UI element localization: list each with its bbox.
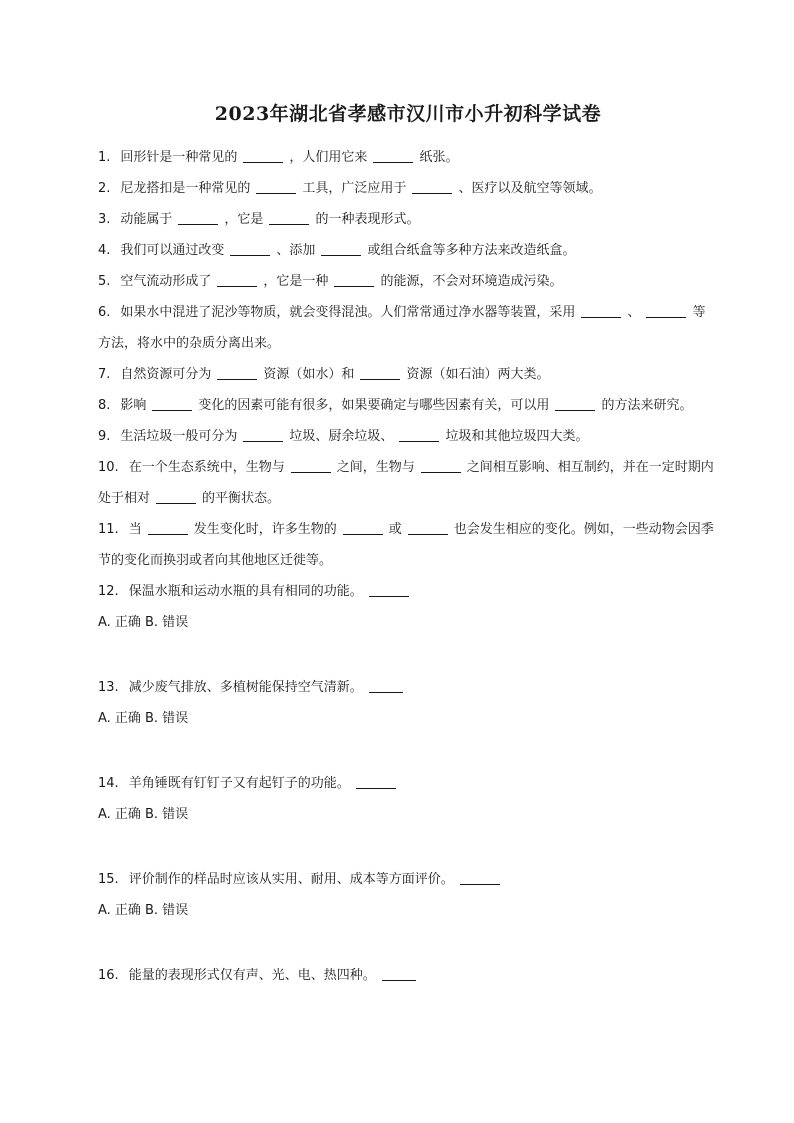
answer-options [98, 895, 718, 926]
question-12 [98, 576, 718, 607]
option-wrong[interactable]: B. 错误 [144, 615, 189, 630]
question-text: 当 [128, 522, 142, 537]
question-number: 5. [98, 274, 111, 289]
question-text: 资源（如石油）两大类。 [406, 367, 550, 382]
answer-blank[interactable] [356, 774, 396, 789]
answer-blank[interactable] [369, 678, 403, 693]
question-text: 纸张。 [419, 150, 459, 165]
answer-blank[interactable] [412, 179, 452, 194]
answer-blank[interactable] [243, 148, 283, 163]
question-text: 或组合纸盒等多种方法来改造纸盒。 [367, 243, 576, 258]
question-2 [98, 173, 718, 204]
question-9 [98, 421, 718, 452]
question-text: 能量的表现形式仅有声、光、电、热四种。 [128, 968, 376, 983]
question-text: 减少废气排放、多植树能保持空气清新。 [128, 680, 363, 695]
question-text: 的能源，不会对环境造成污染。 [380, 274, 563, 289]
question-text: 、医疗以及航空等领域。 [458, 181, 602, 196]
answer-blank[interactable] [321, 241, 361, 256]
answer-blank[interactable] [217, 365, 257, 380]
question-number: 3. [98, 212, 111, 227]
answer-blank[interactable] [581, 303, 621, 318]
question-text: 工具，广泛应用于 [302, 181, 407, 196]
question-number: 1. [98, 150, 111, 165]
question-text: ，它是一种 [263, 274, 329, 289]
answer-blank[interactable] [373, 148, 413, 163]
question-text: 垃圾、厨余垃圾、 [289, 429, 394, 444]
question-text: ，人们用它来 [289, 150, 368, 165]
answer-blank[interactable] [421, 458, 461, 473]
answer-options [98, 703, 718, 734]
question-text: 、添加 [276, 243, 316, 258]
question-text: 的一种表现形式。 [315, 212, 420, 227]
answer-blank[interactable] [217, 272, 257, 287]
question-text: 尼龙搭扣是一种常见的 [120, 181, 251, 196]
question-text: 发生变化时，许多生物的 [193, 522, 337, 537]
question-number: 6. [98, 305, 111, 320]
question-13 [98, 672, 718, 703]
answer-blank[interactable] [148, 520, 188, 535]
question-text: 影响 [120, 398, 147, 413]
answer-blank[interactable] [334, 272, 374, 287]
question-text: 生活垃圾一般可分为 [120, 429, 238, 444]
question-number: 13. [98, 680, 119, 695]
question-1 [98, 142, 718, 173]
question-10 [98, 452, 718, 514]
answer-blank[interactable] [369, 582, 409, 597]
question-text: 评价制作的样品时应该从实用、耐用、成本等方面评价。 [128, 872, 454, 887]
answer-blank[interactable] [269, 210, 309, 225]
question-number: 15. [98, 872, 119, 887]
question-3 [98, 204, 718, 235]
question-text: 变化的因素可能有很多，如果要确定与哪些因素有关，可以用 [198, 398, 550, 413]
question-number: 8. [98, 398, 111, 413]
answer-blank[interactable] [152, 396, 192, 411]
question-text: 的方法来研究。 [601, 398, 693, 413]
question-text: 垃圾和其他垃圾四大类。 [445, 429, 589, 444]
question-text: 之间，生物与 [336, 460, 415, 475]
answer-blank[interactable] [399, 427, 439, 442]
question-14 [98, 768, 718, 799]
question-6 [98, 297, 718, 359]
question-text: ，它是 [224, 212, 264, 227]
option-wrong[interactable]: B. 错误 [144, 903, 189, 918]
question-text: 保温水瓶和运动水瓶的具有相同的功能。 [128, 584, 363, 599]
answer-blank[interactable] [343, 520, 383, 535]
question-text: 的平衡状态。 [202, 491, 281, 506]
question-text: 回形针是一种常见的 [120, 150, 238, 165]
question-text: 资源（如水）和 [263, 367, 355, 382]
answer-blank[interactable] [646, 303, 686, 318]
option-wrong[interactable]: B. 错误 [144, 807, 189, 822]
answer-blank[interactable] [256, 179, 296, 194]
answer-options [98, 607, 718, 638]
question-number: 2. [98, 181, 111, 196]
question-text: 我们可以通过改变 [120, 243, 225, 258]
question-number: 10. [98, 460, 119, 475]
question-text: 也会发生相应的变化。例如，一些动物会因季节的变化而换羽或者向其他地区迁徙等。 [98, 522, 714, 568]
option-wrong[interactable]: B. 错误 [144, 711, 189, 726]
question-5 [98, 266, 718, 297]
question-number: 14. [98, 776, 119, 791]
answer-blank[interactable] [156, 489, 196, 504]
question-number: 12. [98, 584, 119, 599]
question-text: 动能属于 [120, 212, 173, 227]
answer-blank[interactable] [230, 241, 270, 256]
question-text: 自然资源可分为 [120, 367, 212, 382]
question-text: 之间相互影响、相互制约，并在一定时期内处于相对 [98, 460, 714, 506]
question-number: 7. [98, 367, 111, 382]
question-number: 11. [98, 522, 119, 537]
question-15 [98, 864, 718, 895]
question-text: 空气流动形成了 [120, 274, 212, 289]
question-text: 或 [388, 522, 402, 537]
question-text: 如果水中混进了泥沙等物质，就会变得混浊。人们常常通过净水器等装置，采用 [120, 305, 576, 320]
question-number: 9. [98, 429, 111, 444]
answer-blank[interactable] [360, 365, 400, 380]
question-number: 16. [98, 968, 119, 983]
answer-options [98, 799, 718, 830]
option-correct[interactable]: A. 正确 [98, 711, 141, 726]
option-correct[interactable]: A. 正确 [98, 807, 141, 822]
answer-blank[interactable] [243, 427, 283, 442]
question-number: 4. [98, 243, 111, 258]
question-text: 羊角锤既有钉钉子又有起钉子的功能。 [128, 776, 350, 791]
question-text: 、 [627, 305, 641, 320]
question-8 [98, 390, 718, 421]
answer-blank[interactable] [408, 520, 448, 535]
option-correct[interactable]: A. 正确 [98, 903, 141, 918]
option-correct[interactable]: A. 正确 [98, 615, 141, 630]
question-7 [98, 359, 718, 390]
question-16 [98, 960, 718, 991]
question-text: 等方法，将水中的杂质分离出来。 [98, 305, 706, 351]
answer-blank[interactable] [460, 870, 500, 885]
answer-blank[interactable] [382, 966, 416, 981]
question-11 [98, 514, 718, 576]
exam-title: 2023年湖北省孝感市汉川市小升初科学试卷 [214, 103, 602, 125]
answer-blank[interactable] [555, 396, 595, 411]
question-4 [98, 235, 718, 266]
answer-blank[interactable] [291, 458, 331, 473]
answer-blank[interactable] [178, 210, 218, 225]
question-text: 在一个生态系统中，生物与 [128, 460, 285, 475]
